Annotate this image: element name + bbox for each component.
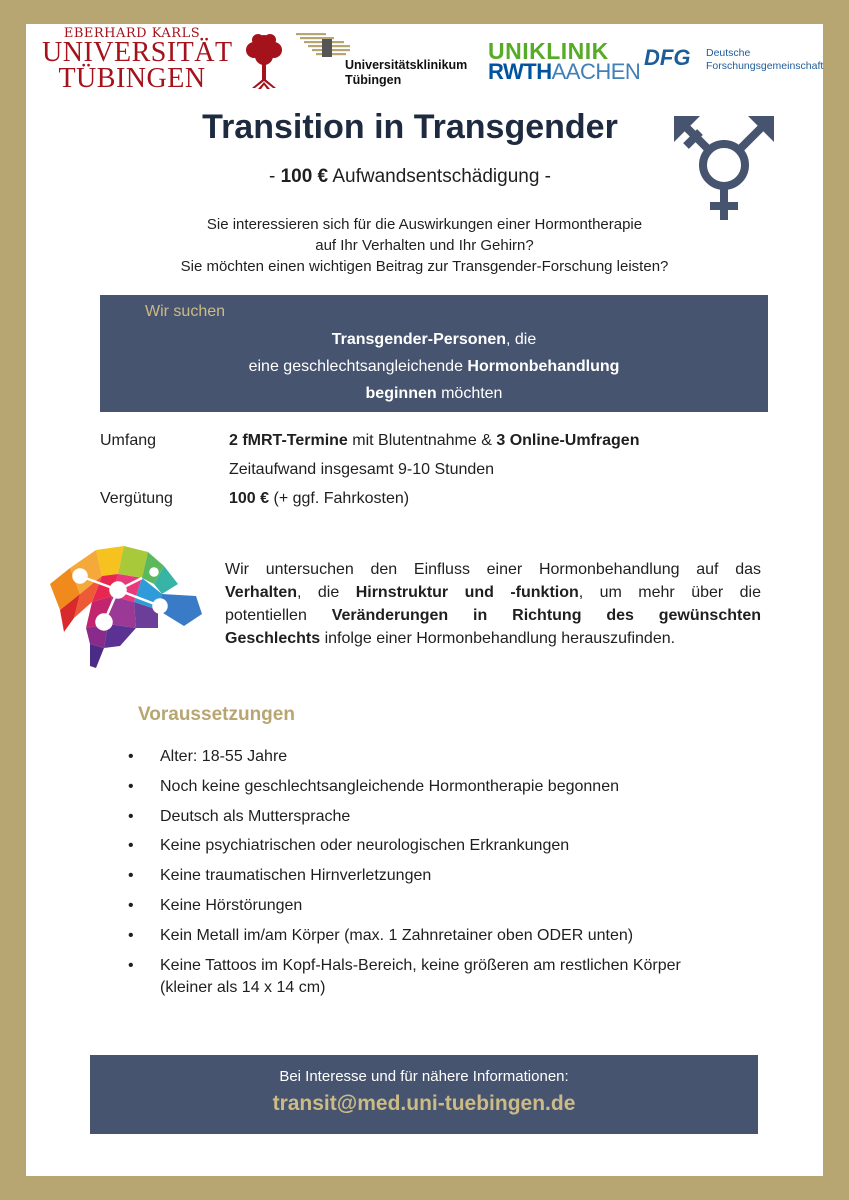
banner-bold-1: Transgender-Personen xyxy=(331,331,507,348)
study-bold-veraenderungen: Veränderungen in Richtung des gewünschten xyxy=(331,607,761,624)
requirement-text: Kein Metall im/am Körper (max. 1 Zahnretainer oben ODER unten) xyxy=(160,926,634,944)
requirement-item xyxy=(128,955,768,999)
study-rest-2: , um mehr über die xyxy=(578,584,761,601)
intro-text xyxy=(0,214,849,277)
requirement-item xyxy=(128,895,768,917)
bullet-icon: • xyxy=(128,867,134,885)
ukt-logo-text xyxy=(345,58,467,88)
banner-line-3 xyxy=(100,380,768,407)
banner-line-2 xyxy=(100,353,768,380)
umfang-bold-2: 3 Online-Umfragen xyxy=(496,432,640,449)
study-bold-verhalten: Verhalten xyxy=(225,584,298,601)
banner-text xyxy=(100,326,768,407)
study-pre-3: potentiellen xyxy=(225,607,332,624)
umfang-value xyxy=(229,432,639,450)
bullet-icon: • xyxy=(128,807,134,825)
uni-tuebingen-logo-name xyxy=(42,37,233,94)
study-bold-hirnstruktur: Hirnstruktur und -funktion xyxy=(355,584,579,601)
requirements-list xyxy=(128,746,768,1006)
subtitle-prefix: - xyxy=(268,166,281,187)
requirements-title: Voraussetzungen xyxy=(138,704,295,725)
rwth-logo-rwth: RWTH xyxy=(488,59,552,84)
contact-email-link[interactable]: transit@med.uni-tuebingen.de xyxy=(272,1092,576,1115)
requirement-text: Deutsch als Muttersprache xyxy=(160,807,351,825)
verguetung-bold: 100 € xyxy=(229,490,270,507)
requirement-item xyxy=(128,835,768,857)
requirement-item xyxy=(128,925,768,947)
verguetung-label: Vergütung xyxy=(100,490,173,507)
bullet-icon: • xyxy=(128,896,134,914)
zeitaufwand: Zeitaufwand insgesamt 9-10 Stunden xyxy=(229,461,495,478)
study-line-4 xyxy=(225,627,761,650)
ukt-logo-line2: Tübingen xyxy=(345,73,402,87)
umfang-mid: mit Blutentnahme & xyxy=(347,432,497,449)
requirement-text: Noch keine geschlechtsangleichende Hormontherapie begonnen xyxy=(160,777,619,795)
subtitle-amount: 100 € xyxy=(280,166,329,187)
umfang-label: Umfang xyxy=(100,432,157,449)
requirement-text: Alter: 18-55 Jahre xyxy=(160,748,288,765)
banner-rest-1: , die xyxy=(506,331,537,348)
bullet-icon: • xyxy=(128,926,134,944)
banner-bold-3: beginnen xyxy=(365,385,437,402)
intro-line-1: Sie interessieren sich für die Auswirkungen einer Hormontherapie xyxy=(206,216,643,233)
requirement-text-cont: (kleiner als 14 x 14 cm) xyxy=(160,978,326,996)
study-line-1: Wir untersuchen den Einfluss einer Hormonbehandlung auf das xyxy=(225,561,761,578)
dfg-logo-mark: DFG xyxy=(644,45,691,70)
rwth-logo-line1: UNIKLINIK xyxy=(488,38,609,64)
rwth-logo-aachen: AACHEN xyxy=(551,59,641,84)
ukt-logo-line1: Universitätsklinikum xyxy=(345,58,468,72)
bullet-icon: • xyxy=(128,837,134,855)
umfang-bold-1: 2 fMRT-Termine xyxy=(229,432,348,449)
requirement-text: Keine psychiatrischen oder neurologischen Erkrankungen xyxy=(160,837,570,855)
uni-tuebingen-logo-line1: EBERHARD KARLS xyxy=(63,26,201,41)
study-mid-2: , die xyxy=(297,584,356,601)
footer-info-line: Bei Interesse und für nähere Informationen: xyxy=(279,1068,569,1085)
page-title: Transition in Transgender xyxy=(202,108,618,146)
requirement-item xyxy=(128,806,768,828)
subtitle-rest: Aufwandsentschädigung - xyxy=(328,166,552,187)
banner-line-1 xyxy=(100,326,768,353)
requirement-item xyxy=(128,865,768,887)
banner-label: Wir suchen xyxy=(145,303,226,320)
bullet-icon: • xyxy=(128,748,134,765)
ukt-logo-icon xyxy=(296,33,352,61)
requirement-text: Keine traumatischen Hirnverletzungen xyxy=(160,867,432,885)
compensation-subtitle xyxy=(0,166,820,188)
banner-rest-3: möchten xyxy=(436,385,503,402)
dfg-logo-line2: Forschungsgemeinschaft xyxy=(706,60,824,72)
dfg-logo-line1: Deutsche xyxy=(706,47,751,59)
requirement-text: Keine Hörstörungen xyxy=(160,896,303,914)
dfg-logo-text xyxy=(706,47,823,73)
requirement-item xyxy=(128,776,768,798)
requirement-text: Keine Tattoos im Kopf-Hals-Bereich, keine größeren am restlichen Körper xyxy=(160,956,681,974)
banner-pre-2: eine geschlechtsangleichende xyxy=(248,358,468,375)
uni-tuebingen-logo-line2: UNIVERSITÄT xyxy=(42,37,233,68)
intro-line-3: Sie möchten einen wichtigen Beitrag zur Transgender-Forschung leisten? xyxy=(180,258,669,275)
study-bold-geschlechts: Geschlechts xyxy=(225,630,321,647)
bullet-icon: • xyxy=(128,956,134,974)
uni-tuebingen-logo-line3: TÜBINGEN xyxy=(58,63,206,94)
study-rest-4: infolge einer Hormonbehandlung herauszufinden. xyxy=(320,630,676,647)
colorful-brain-icon xyxy=(46,544,204,672)
tree-emblem-icon xyxy=(244,32,284,90)
study-description xyxy=(225,558,761,650)
requirement-item xyxy=(128,746,768,768)
study-line-3 xyxy=(225,604,761,627)
intro-line-2: auf Ihr Verhalten und Ihr Gehirn? xyxy=(315,237,534,254)
verguetung-rest: (+ ggf. Fahrkosten) xyxy=(269,490,410,507)
study-line-2 xyxy=(225,581,761,604)
banner-bold-2: Hormonbehandlung xyxy=(467,358,620,375)
bullet-icon: • xyxy=(128,777,134,795)
rwth-logo-line2 xyxy=(488,61,640,83)
verguetung-value xyxy=(229,490,409,508)
